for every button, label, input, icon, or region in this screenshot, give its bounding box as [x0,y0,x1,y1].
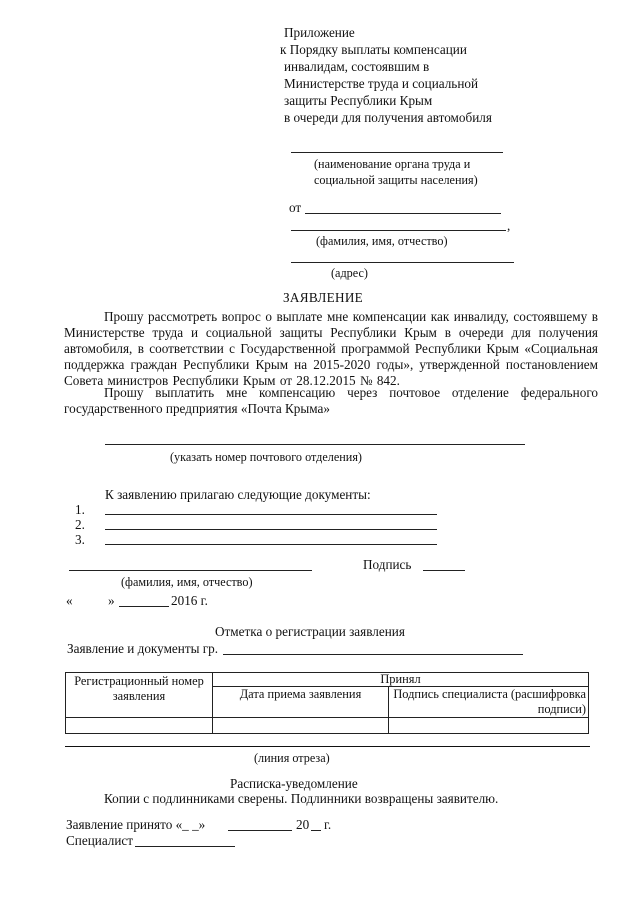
from-line[interactable] [305,213,501,214]
applicant-fio-caption: (фамилия, имя, отчество) [121,575,253,589]
organ-caption-1: (наименование органа труда и [314,157,471,171]
date-open-quote: « [66,593,73,608]
organ-name-line[interactable] [291,152,503,153]
payment-paragraph: Прошу выплатить мне компенсацию через почтовое отделение федерального государственного предприятия «Почта Крыма» [64,385,598,416]
date-year: 2016 г. [171,593,208,608]
appendix-line-5: защиты Республики Крым [284,93,433,108]
receipt-accepted-prefix: Заявление принято «_ _» [66,817,206,832]
receipt-year-suffix: г. [324,817,332,832]
registration-table [65,672,589,734]
attachment-line[interactable] [105,514,437,515]
appendix-title: Приложение [284,25,355,40]
request-paragraph: Прошу рассмотреть вопрос о выплате мне компенсации как инвалиду, состоявшему в Министерстве труда и социальной защиты Республики Крым в очереди для получения автомобиля, в соответствии с Государственной программой Республики Крым «Социальная поддержка граждан Республики Крым на 2015-2020 годы», утвержденной постановлением Совета министров Республики Крым от 28.12.2015 № 842. [64,309,598,388]
appendix-line-6: в очереди для получения автомобиля [284,110,492,125]
from-label: от [289,200,302,215]
address-caption: (адрес) [331,266,368,280]
cut-caption: (линия отреза) [254,751,330,765]
address-line[interactable] [291,262,514,263]
receipt-year-prefix: 20 [296,817,310,832]
appendix-line-2: к Порядку выплаты компенсации [280,42,467,57]
specialist-signature-cell[interactable] [389,718,589,734]
date-close-quote: » [108,593,115,608]
applicant-fio-line[interactable] [69,570,312,571]
fio-caption: (фамилия, имя, отчество) [316,234,448,248]
post-office-caption: (указать номер почтового отделения) [170,450,362,464]
registration-docs-line[interactable] [223,654,523,655]
attachments-intro: К заявлению прилагаю следующие документы: [105,487,371,502]
appendix-line-4: Министерстве труда и социальной [284,76,479,91]
attachment-number: 3. [75,532,85,547]
appendix-line-3: инвалидам, состоявшим в [284,59,430,74]
specialist-label: Специалист [66,833,134,848]
registration-title: Отметка о регистрации заявления [215,624,405,639]
fio-line[interactable] [291,230,506,231]
accept-date-cell[interactable] [213,718,389,734]
attachment-line[interactable] [105,544,437,545]
attachment-number: 1. [75,502,85,517]
cut-line [65,746,590,747]
specialist-line[interactable] [135,846,235,847]
post-office-line[interactable] [105,444,525,445]
receipt-text: Копии с подлинниками сверены. Подлинники возвращены заявителю. [104,791,499,806]
fio-comma: , [507,218,511,233]
attachment-line[interactable] [105,529,437,530]
reg-number-header: Регистрационный номер заявления [66,673,213,718]
receipt-year-line[interactable] [311,830,321,831]
accept-date-header: Дата приема заявления [213,687,389,718]
organ-caption-2: социальной защиты населения) [314,173,478,187]
registration-docs-label: Заявление и документы гр. [67,641,219,656]
receipt-month-line[interactable] [228,830,292,831]
signature-label: Подпись [363,557,412,572]
reg-number-cell[interactable] [66,718,213,734]
signature-line[interactable] [423,570,465,571]
receipt-title: Расписка-уведомление [230,776,358,791]
attachment-number: 2. [75,517,85,532]
document-title: ЗАЯВЛЕНИЕ [283,290,364,305]
date-month-line[interactable] [119,606,169,607]
accepted-header: Принял [213,673,589,687]
specialist-signature-header: Подпись специалиста (расшифровка подписи) [389,687,589,718]
